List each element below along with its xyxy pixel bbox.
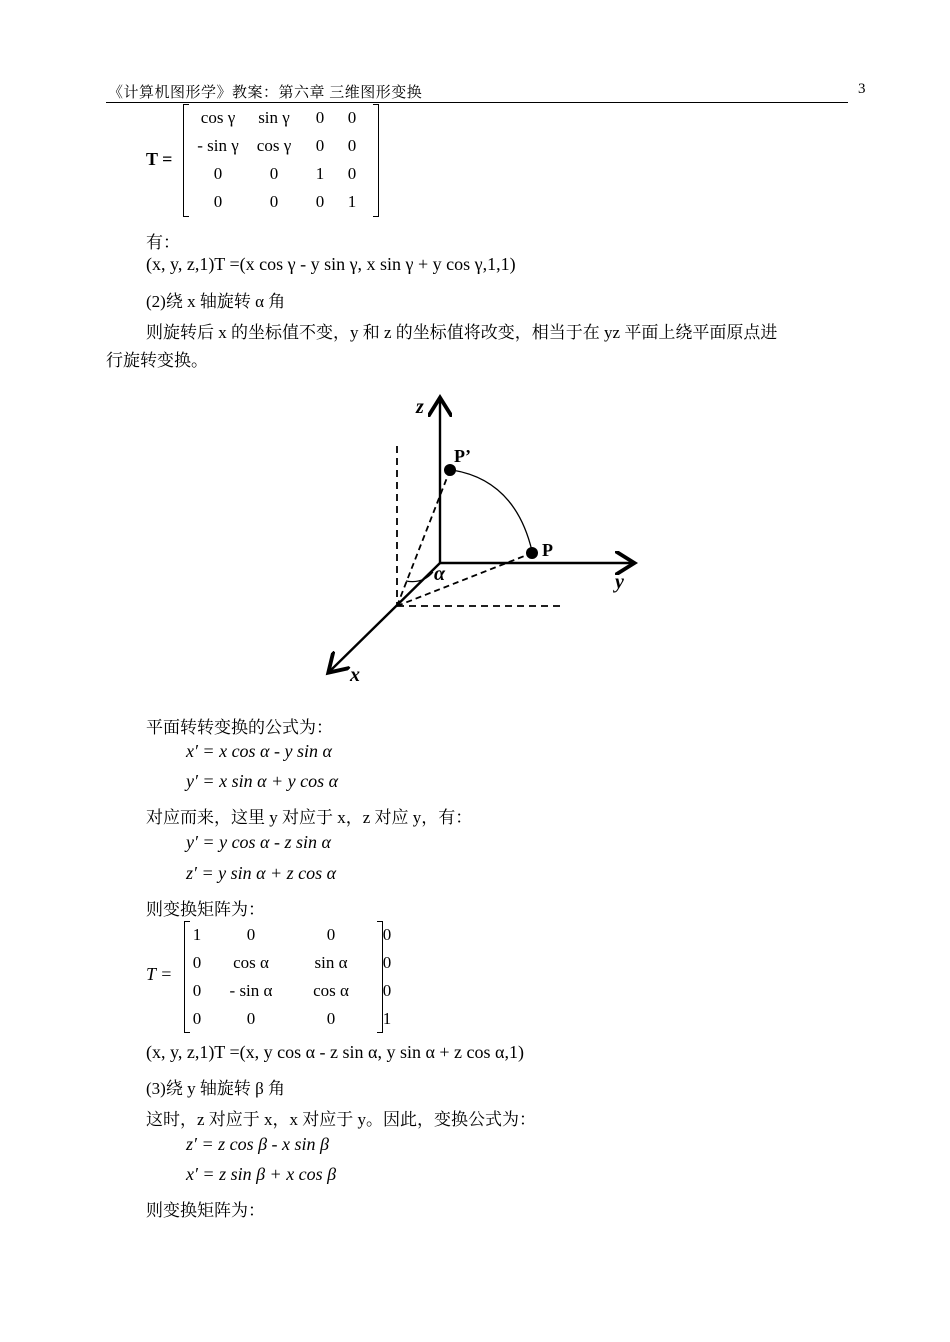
- matrix-row: [190, 132, 366, 160]
- matrix-row: [190, 949, 410, 977]
- formula-y-prime-2: y′ = y cos α - z sin α: [186, 832, 331, 852]
- formula-z-prime-beta: z′ = z cos β - x sin β: [186, 1134, 330, 1154]
- matrix-cell: 0: [192, 953, 202, 972]
- point-p-prime-label: P’: [454, 446, 471, 466]
- section3-title: (3)绕 y 轴旋转 β 角: [146, 1079, 285, 1098]
- matrix-cell: 0: [192, 981, 202, 1000]
- matrix-cell: 0: [246, 925, 256, 944]
- matrix-cell: cos γ: [256, 136, 292, 155]
- matrix-cell: 0: [315, 108, 325, 127]
- matrix-cell: - sin γ: [197, 136, 239, 155]
- equation-rotate-z: (x, y, z,1)T =(x cos γ - y sin γ, x sin γ + y cos γ,1,1): [146, 254, 516, 274]
- matrix-cell: cos γ: [200, 108, 236, 127]
- matrix-cell: - sin α: [229, 981, 273, 1000]
- matrix-cell: 1: [347, 192, 357, 211]
- matrix-cell: 0: [382, 953, 392, 972]
- matrix-row: [190, 1005, 410, 1033]
- formula-x-prime: x′ = x cos α - y sin α: [186, 741, 332, 761]
- matrix-cell: cos α: [313, 981, 349, 1000]
- axis-x-label: x: [350, 664, 360, 686]
- section3-paragraph: 这时，z 对应于 x，x 对应于 y。因此，变换公式为：: [146, 1110, 537, 1129]
- matrix-label-2: 则变换矩阵为：: [146, 1201, 265, 1220]
- matrix-row: [190, 104, 366, 132]
- matrix-cell: 1: [382, 1009, 392, 1028]
- matrix-row: [190, 160, 366, 188]
- matrix-cell: 1: [192, 925, 202, 944]
- rotation-figure: [320, 388, 650, 688]
- matrix-cell: 0: [315, 136, 325, 155]
- angle-label: α: [434, 563, 446, 585]
- formula-y-prime: y′ = x sin α + y cos α: [186, 771, 339, 791]
- matrix-cell: 0: [246, 1009, 256, 1028]
- page-number: 3: [858, 81, 866, 97]
- matrix-label: 则变换矩阵为：: [146, 900, 265, 919]
- matrix-cell: 0: [213, 192, 223, 211]
- formula-x-prime-beta: x′ = z sin β + x cos β: [186, 1164, 337, 1184]
- point-p-label: P: [542, 540, 553, 560]
- section2-paragraph-line2: 行旋转变换。: [106, 351, 208, 370]
- axis-y-label: y: [615, 571, 624, 593]
- matrix1-left-bracket: [183, 104, 189, 217]
- matrix-cell: 1: [315, 164, 325, 183]
- matrix-cell: 0: [315, 192, 325, 211]
- matrix-cell: sin α: [314, 953, 348, 972]
- matrix-cell: 0: [269, 164, 279, 183]
- matrix-cell: 0: [192, 1009, 202, 1028]
- matrix1-lhs: T =: [146, 149, 173, 169]
- matrix-cell: 0: [347, 108, 357, 127]
- header-rule: [106, 102, 848, 103]
- section2-paragraph-line1: 则旋转后 x 的坐标值不变，y 和 z 的坐标值将改变，相当于在 yz 平面上绕平面原点进: [146, 323, 778, 342]
- plane-formula-label: 平面转转变换的公式为：: [146, 718, 333, 737]
- matrix1: [190, 104, 366, 216]
- section2-title: (2)绕 x 轴旋转 α 角: [146, 292, 286, 311]
- matrix-cell: 0: [347, 136, 357, 155]
- matrix1-right-bracket: [373, 104, 379, 217]
- formula-z-prime: z′ = y sin α + z cos α: [186, 863, 337, 883]
- matrix-row: [190, 921, 410, 949]
- matrix-cell: 0: [269, 192, 279, 211]
- rotation-arc: [452, 470, 532, 551]
- matrix2: [190, 921, 410, 1033]
- matrix-row: [190, 188, 366, 216]
- correspondence-text: 对应而来，这里 y 对应于 x，z 对应 y，有：: [146, 808, 473, 827]
- equation-rotate-x: (x, y, z,1)T =(x, y cos α - z sin α, y sin α + z cos α,1): [146, 1042, 524, 1062]
- dashed-to-p-prime: [397, 470, 450, 606]
- matrix-cell: 0: [347, 164, 357, 183]
- you-label: 有：: [146, 233, 180, 252]
- matrix-cell: 0: [382, 925, 392, 944]
- matrix-cell: sin γ: [258, 108, 290, 127]
- matrix-cell: 0: [326, 1009, 336, 1028]
- matrix-cell: 0: [213, 164, 223, 183]
- matrix-cell: cos α: [233, 953, 269, 972]
- matrix-cell: 0: [382, 981, 392, 1000]
- axis-z-label: z: [416, 396, 424, 418]
- point-p: [526, 547, 538, 559]
- matrix2-lhs: T =: [146, 964, 173, 984]
- matrix-row: [190, 977, 410, 1005]
- page-header-title: 《计算机图形学》教案：第六章 三维图形变换: [108, 85, 423, 101]
- matrix-cell: 0: [326, 925, 336, 944]
- dashed-to-p: [397, 553, 532, 606]
